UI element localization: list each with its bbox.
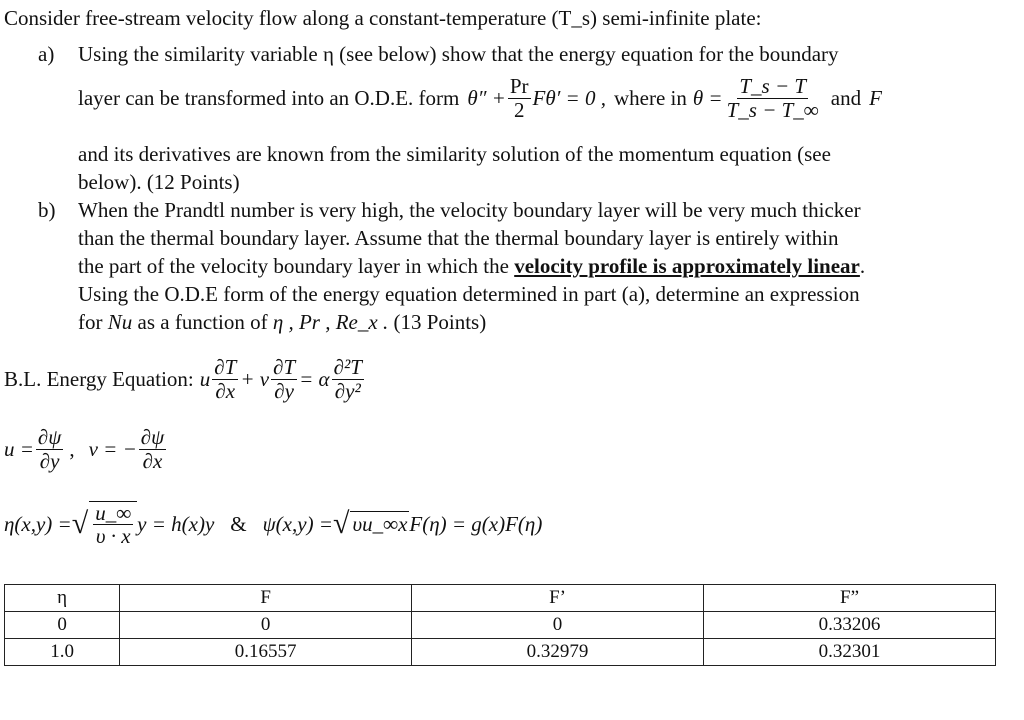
dy2-den: ∂y² [334,378,361,403]
u-def-eq: u = [4,436,34,461]
psi-lhs: ψ(x,y) = [262,511,333,536]
sqrt-icon: √ [332,507,350,540]
energy-eq-u: u [199,366,211,391]
part-b-points: (13 Points) [393,310,487,334]
and-text: and [830,85,862,110]
table-cell: 0.16557 [120,639,412,666]
part-b-line3-lead: the part of the velocity boundary layer in which the [78,254,509,278]
eta-radicand-den: υ · x [95,524,131,548]
nu-symbol: Nu [107,310,133,334]
similarity-definitions [4,495,542,553]
theta-eq: θ = [692,85,723,110]
eta-radicand-fraction [93,502,133,547]
velocity-comma: , [69,436,75,461]
similarity-table [4,584,996,666]
eta-rhs: y = h(x)y [137,511,215,536]
table-header-row [5,585,996,612]
dpsi-dx-fraction [139,426,166,471]
dT-dy-num: ∂T [273,355,296,380]
table-cell: 0 [412,612,704,639]
part-a-line4: below). (12 Points) [78,170,240,194]
energy-eq-alpha: = α [299,366,330,391]
part-b-line3 [78,254,865,279]
part-b-line2: than the thermal boundary layer. Assume that the thermal boundary layer is entirely within [78,226,839,250]
dT-dx-num: ∂T [214,355,237,380]
dpsi-dx-num: ∂ψ [140,425,165,450]
energy-eq-label: B.L. Energy Equation: [4,366,194,391]
part-a-line2 [78,70,882,126]
theta-fraction [725,75,821,120]
velocity-definitions [4,418,168,480]
theta-fraction-den: T_s − T_∞ [726,97,819,122]
part-b-vars: η , Pr , Re_x . [272,310,389,334]
theta-fraction-num: T_s − T [739,74,807,99]
energy-eq-plus-v: + v [240,366,270,391]
table-header-cell: F” [704,585,996,612]
table-cell: 0.32301 [704,639,996,666]
table-row [5,612,996,639]
eta-radicand-num: u_∞ [95,500,132,525]
ode-tail: Fθ′ = 0 , [532,85,606,110]
dT-dx-fraction [212,356,238,401]
part-a-line1: Using the similarity variable η (see below) show that the energy equation for the boundary [78,42,839,66]
dpsi-dy-fraction [36,426,63,471]
dT-dy-fraction [271,356,297,401]
table-cell: 1.0 [5,639,120,666]
psi-radicand: υu_∞x [352,512,408,536]
table-cell: 0 [5,612,120,639]
dpsi-dy-den: ∂y [39,448,60,473]
linear-profile-emphasis: velocity profile is approximately linear [514,254,860,278]
dpsi-dy-num: ∂ψ [37,425,62,450]
eta-radicand [89,501,137,547]
dpsi-dx-den: ∂x [142,448,163,473]
energy-equation [4,348,366,410]
part-b-label: b) [38,198,56,222]
part-b-line5-mid: as a function of [137,310,268,334]
eta-lhs: η(x,y) = [4,511,72,536]
part-b-line1: When the Prandtl number is very high, the velocity boundary layer will be very much thicker [78,198,861,222]
sqrt-icon: √ [71,507,89,540]
part-b-line3-end: . [859,254,866,278]
part-a-label: a) [38,42,55,66]
table-row [5,639,996,666]
table-header-cell: η [5,585,120,612]
ode-fraction-den: 2 [513,97,525,122]
ode-fraction-num: Pr [509,74,529,99]
table-header-cell: F’ [412,585,704,612]
part-b-line4: Using the O.D.E form of the energy equation determined in part (a), determine an expression [78,282,860,306]
part-a-line3: and its derivatives are known from the similarity solution of the momentum equation (see [78,142,831,166]
d2T-dy2-fraction [332,356,364,401]
dT-dx-den: ∂x [215,378,236,403]
table-header-cell: F [120,585,412,612]
table-cell: 0.32979 [412,639,704,666]
d2T-num: ∂²T [333,355,362,380]
table-cell: 0 [120,612,412,639]
ampersand: & [230,511,247,536]
v-def-eq: v = − [88,436,137,461]
psi-rhs: F(η) = g(x)F(η) [409,511,543,536]
f-symbol: F [869,85,882,110]
intro-text: Consider free-stream velocity flow along a constant-temperature (T_s) semi-infinite plate: [4,6,762,30]
table-cell: 0.33206 [704,612,996,639]
dT-dy-den: ∂y [274,378,294,403]
ode-fraction [508,75,531,120]
ode-lhs: θ″ + [467,85,506,110]
where-text: where in [613,85,687,110]
part-b-line5 [78,310,486,335]
part-b-line5-lead: for [78,310,103,334]
part-a-line2-lead: layer can be transformed into an O.D.E. form [78,85,460,110]
